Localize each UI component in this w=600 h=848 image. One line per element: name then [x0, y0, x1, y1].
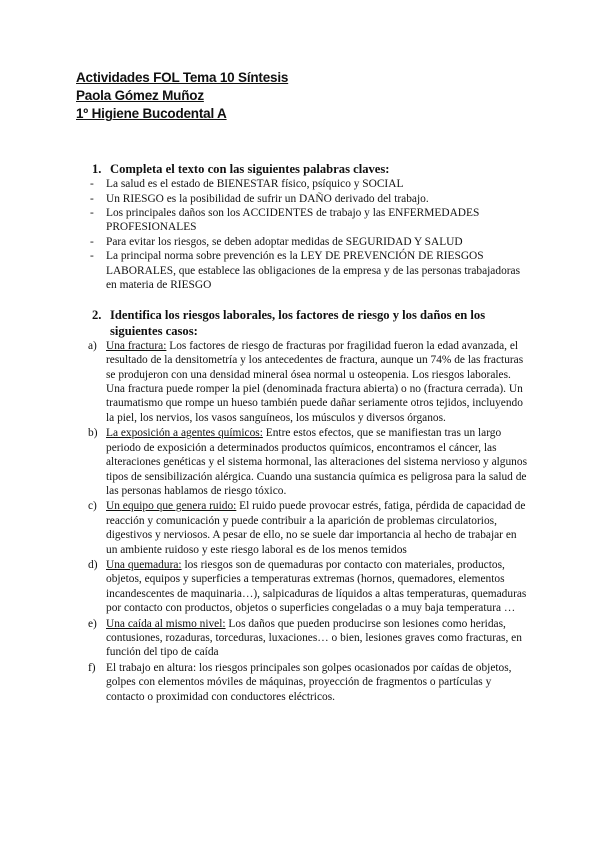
- case-item-d: d) Una quemadura: los riesgos son de quemaduras por contacto con materiales, productos, objetos, equipos y superficies a temperaturas extremas (hornos, quemadores, elementos incandescentes de maquinaria…), salpicaduras de líquidos a altas temperaturas, quemaduras por contacto con productos, objetos o superficies congeladas o a muy baja temperatura …: [88, 558, 527, 615]
- case-item-b: b) La exposición a agentes químicos: Entre estos efectos, que se manifiestan tras un largo periodo de exposición a determinados productos químicos, encontramos el cáncer, las alteraciones genéticas y el sistema hormonal, las alteraciones del sistema nervioso y algunos tipos de sensibilización alérgica. Cuando una sustancia química es peligrosa para la salud de las personas hablamos de riesgo tóxico.: [88, 427, 528, 497]
- case-label: Una quemadura:: [106, 558, 182, 571]
- header-title: Actividades FOL Tema 10 Síntesis: [76, 70, 289, 85]
- section-1-list: [88, 177, 528, 292]
- list-item: - Un RIESGO es la posibilidad de sufrir un DAÑO derivado del trabajo.: [90, 192, 429, 205]
- case-label: Un equipo que genera ruido:: [106, 500, 237, 513]
- section-1-number: 1.: [92, 162, 102, 176]
- section-2-list: [88, 339, 528, 704]
- header-class: 1º Higiene Bucodental A: [76, 106, 227, 121]
- list-item: - La salud es el estado de BIENESTAR físico, psíquico y SOCIAL: [90, 178, 404, 191]
- case-item-c: c) Un equipo que genera ruido: El ruido puede provocar estrés, fatiga, pérdida de capacidad de reacción y comunicación y puede contribuir a la aparición de problemas circulatorios, digestivos y nerviosos. A pesar de ello, no se suele dar importancia al hecho de trabajar en un ambiente ruidoso y este riesgo laboral es de los menos temidos: [88, 500, 526, 556]
- case-item-e: e) Una caída al mismo nivel: Los daños que pueden producirse son lesiones como heridas, contusiones, rozaduras, torceduras, luxaciones… o bien, lesiones graves como fracturas, en función del tipo de caída: [88, 617, 522, 659]
- section-1-heading: [88, 162, 528, 177]
- document-header: [76, 69, 288, 123]
- section-2-number: 2.: [92, 308, 102, 323]
- list-item: - Los principales daños son los ACCIDENTES de trabajo y las ENFERMEDADES PROFESIONALES: [90, 207, 480, 234]
- list-item: - Para evitar los riesgos, se deben adoptar medidas de SEGURIDAD Y SALUD: [90, 235, 463, 248]
- case-label: La exposición a agentes químicos:: [106, 427, 263, 440]
- section-1-title: Completa el texto con las siguientes palabras claves:: [110, 162, 390, 176]
- section-2-heading: [88, 308, 528, 338]
- case-label: Una caída al mismo nivel:: [106, 617, 226, 630]
- case-item-f: f) El trabajo en altura: los riesgos principales son golpes ocasionados por caídas de objetos, golpes con elementos móviles de máquinas, proyección de fragmentos o partículas y contacto o proximidad con conductores eléctricos.: [88, 661, 512, 703]
- case-item-a: a) Una fractura: Los factores de riesgo de fracturas por fragilidad fueron la edad avanzada, el resultado de la densitometría y los antecedentes de fractura, aunque un 74% de las fracturas se produjeron con una densidad mineral ósea normal u osteopenia. Los riesgos laborales. Una fractura puede romper la piel (denominada fractura abierta) o no (fractura cerrada). Un traumatismo que rompe un hueso también puede dañar seriamente otros tejidos, incluyendo la piel, los nervios, los vasos sanguíneos, los músculos y diversos órganos.: [88, 339, 524, 424]
- header-author: Paola Gómez Muñoz: [76, 88, 204, 103]
- document-body: [88, 162, 528, 705]
- list-item: - La principal norma sobre prevención es la LEY DE PREVENCIÓN DE RIESGOS LABORALES, que establece las obligaciones de la empresa y de las personas trabajadoras en materia de RIESGO: [90, 250, 521, 292]
- case-label: Una fractura:: [106, 339, 167, 352]
- section-2-title: Identifica los riesgos laborales, los factores de riesgo y los daños en los siguientes casos:: [110, 308, 486, 338]
